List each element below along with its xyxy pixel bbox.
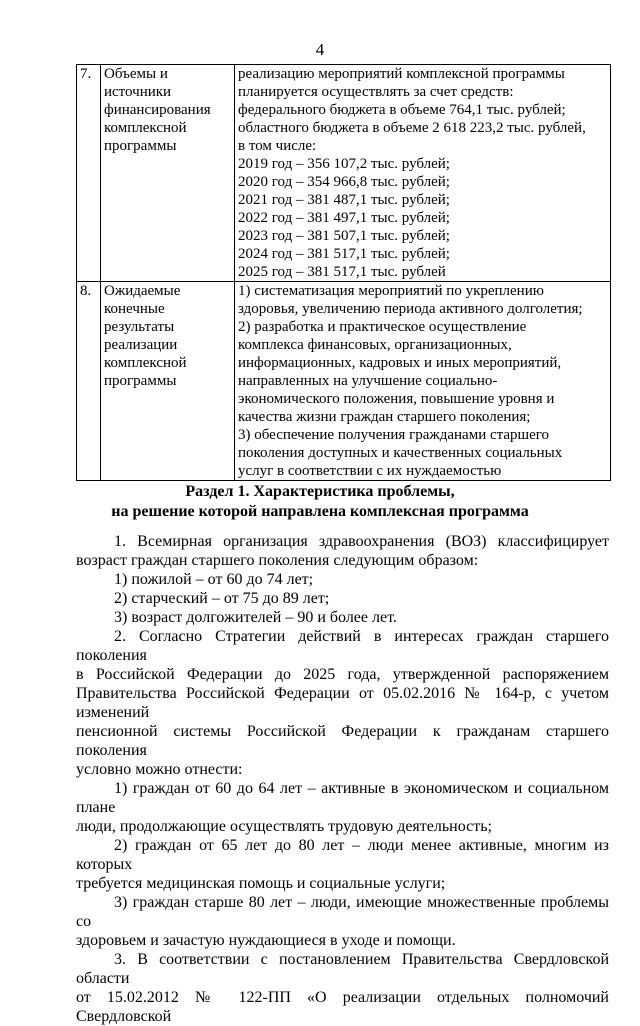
- table-row: [77, 282, 611, 481]
- row-content-line: поколения доступных и качественных социальных: [238, 445, 563, 461]
- row-label-line: комплексной: [104, 355, 187, 371]
- row-content-line: услуг в соответствии с их нуждаемостью: [238, 463, 502, 479]
- row-number: 7.: [77, 65, 101, 282]
- row-number: 8.: [77, 282, 101, 481]
- paragraph-1-line-2: возраст граждан старшего поколения следующим образом:: [76, 552, 479, 569]
- row-content-line: 2019 год – 356 107,2 тыс. рублей;: [238, 156, 450, 172]
- sublist-3-line-1: 3) граждан старше 80 лет – люди, имеющие множественные проблемы со: [76, 894, 609, 930]
- row-content-line: 2023 год – 381 507,1 тыс. рублей;: [238, 228, 450, 244]
- list-item-1: 1) пожилой – от 60 до 74 лет;: [114, 571, 314, 588]
- row-label-line: результаты: [104, 319, 175, 335]
- row-content-line: качества жизни граждан старшего поколения;: [238, 409, 531, 425]
- list-item-2: 2) старческий – от 75 до 89 лет;: [114, 590, 330, 607]
- row-label-line: программы: [104, 138, 177, 154]
- row-content-line: областного бюджета в объеме 2 618 223,2 тыс. рублей,: [238, 120, 586, 136]
- paragraph-2-line-1: 2. Согласно Стратегии действий в интересах граждан старшего поколения: [76, 628, 609, 664]
- list-item-3: 3) возраст долгожителей – 90 и более лет.: [114, 609, 397, 626]
- row-content-line: комплекса финансовых, организационных,: [238, 337, 512, 353]
- row-label-line: источники: [104, 84, 172, 100]
- paragraph-2-line-2: в Российской Федерации до 2025 года, утвержденной распоряжением: [76, 666, 609, 683]
- row-content-line: реализацию мероприятий комплексной программы: [238, 66, 565, 82]
- row-label-line: конечные: [104, 301, 165, 317]
- paragraph-3-line-1: 3. В соответствии с постановлением Правительства Свердловской области: [76, 951, 609, 987]
- row-content-line: направленных на улучшение социально-: [238, 373, 498, 389]
- row-label-line: Объемы и: [104, 66, 168, 82]
- row-label: [101, 65, 235, 282]
- row-content-line: федерального бюджета в объеме 764,1 тыс. рублей;: [238, 102, 566, 118]
- sublist-1-line-2: люди, продолжающие осуществлять трудовую деятельность;: [76, 818, 492, 835]
- page-number: 4: [315, 40, 325, 59]
- section-heading-line-2: на решение которой направлена комплексная программа: [111, 503, 529, 520]
- row-label-line: реализации: [104, 337, 178, 353]
- row-content-line: 2020 год – 354 966,8 тыс. рублей;: [238, 174, 450, 190]
- row-content-line: в том числе:: [238, 138, 317, 154]
- paragraph-2-line-5: условно можно отнести:: [76, 761, 243, 778]
- sublist-2-line-2: требуется медицинская помощь и социальные услуги;: [76, 875, 446, 892]
- row-content-line: 3) обеспечение получения гражданами старшего: [238, 427, 550, 443]
- sublist-2-line-1: 2) граждан от 65 лет до 80 лет – люди менее активные, многим из которых: [76, 837, 609, 873]
- paragraph-2-line-3: Правительства Российской Федерации от 05.02.2016 № 164-р, с учетом изменений: [76, 685, 609, 721]
- row-content-line: планируется осуществлять за счет средств:: [238, 84, 514, 100]
- row-content-line: 2024 год – 381 517,1 тыс. рублей;: [238, 246, 450, 262]
- row-label: [101, 282, 235, 481]
- section-heading: [0, 482, 640, 522]
- row-content: [235, 65, 611, 282]
- row-content-line: 1) систематизация мероприятий по укреплению: [238, 283, 544, 299]
- passport-table: [76, 64, 611, 481]
- paragraph-3-line-2: от 15.02.2012 № 122-ПП «О реализации отдельных полномочий Свердловской: [76, 989, 609, 1025]
- section-heading-line-1: Раздел 1. Характеристика проблемы,: [185, 483, 455, 500]
- sublist-3-line-2: здоровьем и зачастую нуждающиеся в уходе и помощи.: [76, 932, 456, 949]
- paragraph-1-line-1: 1. Всемирная организация здравоохранения (ВОЗ) классифицирует: [114, 533, 609, 550]
- row-content-line: 2025 год – 381 517,1 тыс. рублей: [238, 264, 446, 280]
- section-body: [76, 532, 609, 1026]
- row-content-line: информационных, кадровых и иных мероприятий,: [238, 355, 562, 371]
- table-row: [77, 65, 611, 282]
- row-content-line: экономического положения, повышение уровня и: [238, 391, 555, 407]
- row-label-line: финансирования: [104, 102, 211, 118]
- paragraph-2-line-4: пенсионной системы Российской Федерации к гражданам старшего поколения: [76, 723, 609, 759]
- row-content-line: 2021 год – 381 487,1 тыс. рублей;: [238, 192, 450, 208]
- row-content: [235, 282, 611, 481]
- row-content-line: здоровья, увеличению периода активного долголетия;: [238, 301, 583, 317]
- row-label-line: Ожидаемые: [104, 283, 181, 299]
- row-content-line: 2) разработка и практическое осуществление: [238, 319, 527, 335]
- row-label-line: комплексной: [104, 120, 187, 136]
- row-content-line: 2022 год – 381 497,1 тыс. рублей;: [238, 210, 450, 226]
- row-label-line: программы: [104, 373, 177, 389]
- sublist-1-line-1: 1) граждан от 60 до 64 лет – активные в экономическом и социальном плане: [76, 780, 609, 816]
